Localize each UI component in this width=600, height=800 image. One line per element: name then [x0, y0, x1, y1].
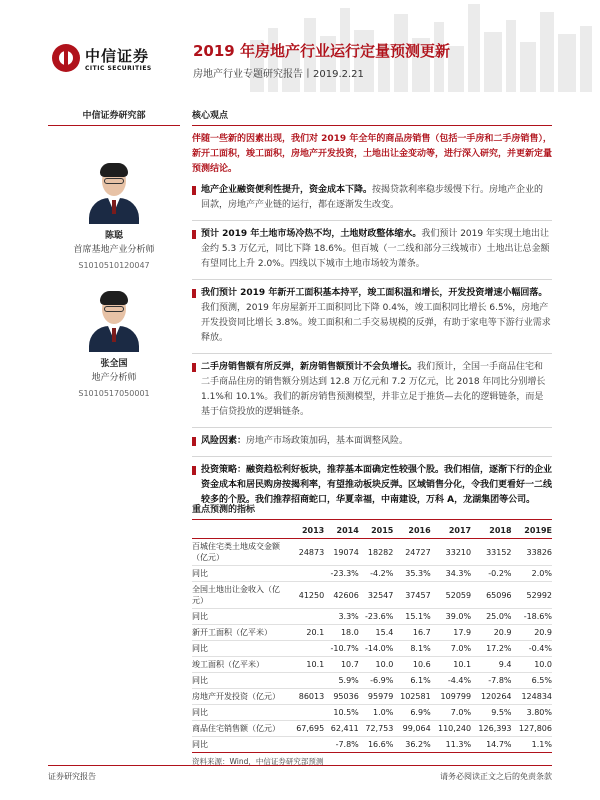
table-row: [192, 721, 552, 737]
table-cell: 39.0%: [445, 612, 472, 621]
table-cell: 3.3%: [338, 612, 359, 621]
table-cell: 3.80%: [526, 708, 552, 717]
row-label-cell: 商品住宅销售额（亿元）: [192, 724, 280, 733]
table-cell: 6.5%: [531, 676, 552, 685]
forecast-table-body: [192, 539, 552, 753]
table-cell: 65096: [486, 590, 512, 600]
table-cell: [290, 673, 324, 689]
table-row: [192, 673, 552, 689]
core-views-heading: 核心观点: [192, 108, 552, 126]
row-label-cell: 同比: [192, 676, 208, 685]
bullet-text: 我们预计，全国一手商品住宅和二手商品住房的销售额分别达到 12.8 万亿元和 7.2 万亿元，比 2018 年同比分别增长 1.1%和 10.1%。我们的新房销售预测模型，并非立足于推货—去化的逻辑链条，而是基于信贷投放的逻辑链条。: [201, 362, 546, 417]
table-cell: 9.5%: [491, 708, 512, 717]
bullet-bold: 二手房销售额有所反弹，新房销售额预计不会负增长。: [201, 362, 418, 372]
table-cell: 15.1%: [405, 612, 431, 621]
column-header: 2016: [393, 523, 430, 539]
table-cell: -7.8%: [335, 740, 359, 749]
table-cell: 18282: [367, 547, 394, 557]
table-cell: 52992: [526, 590, 552, 600]
table-cell: [290, 737, 324, 753]
table-cell: 95979: [367, 692, 394, 701]
logo-text-en: CITIC SECURITIES: [85, 65, 152, 72]
bullet-text: 我们预测，2019 年房屋新开工面积同比下降 0.4%，竣工面积同比增长 6.5%，房地产开发投资同比增长 3.8%。竣工面积和二手交易规模的反弹，有助于家电等下游行业需求释放。: [201, 303, 551, 343]
report-title: 2019 年房地产行业运行定量预测更新: [193, 42, 450, 60]
column-header: 2018: [471, 523, 511, 539]
table-cell: 33210: [445, 547, 472, 557]
bullet-text: 我们预计 2019 年实现土地出让金约 5.3 万亿元，同比下降 18.6%。但百城（一二线和部分三线城市）土地出让总金额有望同比上升 2.0%。四线以下城市土地市场较为萧条。: [201, 229, 550, 269]
table-cell: -14.0%: [365, 644, 394, 653]
core-bullet: [192, 360, 552, 420]
footer-divider: [48, 765, 552, 766]
column-header: [192, 523, 290, 539]
table-cell: [290, 705, 324, 721]
divider: [192, 427, 552, 428]
analyst-card: [48, 290, 180, 398]
analyst-license-id: S1010517050001: [78, 389, 150, 398]
bullet-bold: 预计 2019 年土地市场冷热不均，土地财政整体缩水。: [201, 229, 422, 239]
table-cell: 34.3%: [445, 569, 472, 578]
analyst-column: [48, 108, 180, 398]
table-cell: 18.0: [340, 628, 359, 637]
table-cell: 14.7%: [486, 740, 512, 749]
table-cell: 10.0: [375, 660, 394, 669]
table-cell: 110,240: [438, 724, 472, 733]
logo-text-cn: 中信证券: [85, 47, 150, 65]
table-cell: 86013: [298, 692, 325, 701]
core-bullet: [192, 434, 552, 449]
analyst-photo: [85, 162, 143, 224]
row-label-cell: 同比: [192, 708, 208, 717]
core-bullet: [192, 183, 552, 213]
table-cell: 33152: [486, 547, 512, 557]
table-cell: 1.1%: [531, 740, 552, 749]
table-cell: 95036: [333, 692, 359, 701]
table-cell: 10.7: [340, 660, 359, 669]
table-cell: 124834: [521, 692, 552, 701]
table-cell: [290, 566, 324, 582]
bullet-text: 按揭贷款利率稳步缓慢下行。房地产企业的回款，房地产产业链的运行，都在逐渐发生改变。: [201, 185, 544, 210]
table-cell: 33826: [526, 547, 552, 557]
table-cell: 1.0%: [373, 708, 394, 717]
forecast-table-heading: 重点预测的指标: [192, 502, 552, 520]
divider: [192, 456, 552, 457]
table-cell: 36.2%: [405, 740, 431, 749]
footer-left-text: 证券研究报告: [48, 772, 96, 781]
core-bullet: [192, 286, 552, 346]
table-cell: 7.0%: [450, 644, 472, 653]
row-label-cell: 房地产开发投资（亿元）: [192, 692, 280, 701]
column-header: 2014: [324, 523, 359, 539]
table-cell: 19074: [333, 547, 359, 557]
table-cell: 17.9: [453, 628, 472, 637]
table-cell: 10.1: [306, 660, 325, 669]
table-cell: 126,393: [478, 724, 512, 733]
column-header: 2013: [290, 523, 324, 539]
table-row: [192, 689, 552, 705]
table-cell: -0.4%: [528, 644, 552, 653]
table-cell: -0.2%: [488, 569, 512, 578]
table-cell: 24873: [298, 547, 325, 557]
bullet-text: 房地产市场政策加码，基本面调整风险。: [246, 436, 409, 446]
report-header: [0, 0, 600, 92]
table-row: [192, 609, 552, 625]
row-label-cell: 同比: [192, 569, 208, 578]
table-cell: 20.9: [534, 628, 552, 637]
table-cell: 9.4: [498, 660, 512, 669]
analyst-license-id: S1010510120047: [78, 261, 150, 270]
table-cell: 32547: [367, 590, 394, 600]
forecast-table-section: [192, 502, 552, 767]
table-cell: 20.1: [306, 628, 325, 637]
divider: [192, 220, 552, 221]
bullet-bold: 地产企业融资便利性提升，资金成本下降。: [201, 185, 373, 195]
table-cell: -4.2%: [370, 569, 394, 578]
table-row: [192, 705, 552, 721]
divider: [192, 353, 552, 354]
table-cell: 99,064: [402, 724, 431, 733]
table-cell: 24727: [405, 547, 431, 557]
table-cell: 67,695: [296, 724, 325, 733]
table-row: [192, 566, 552, 582]
table-cell: 72,753: [365, 724, 394, 733]
table-cell: 10.5%: [333, 708, 359, 717]
table-row: [192, 657, 552, 673]
core-views-section: [192, 108, 552, 508]
table-cell: 17.2%: [486, 644, 512, 653]
citic-logo: [52, 44, 182, 80]
table-row: [192, 625, 552, 641]
research-dept-heading: 中信证券研究部: [48, 108, 180, 126]
row-label-cell: 同比: [192, 612, 208, 621]
table-cell: 7.0%: [450, 708, 472, 717]
citic-logo-icon: [52, 44, 80, 72]
table-cell: -6.9%: [370, 676, 394, 685]
table-cell: 120264: [480, 692, 512, 701]
row-label-cell: 新开工面积（亿平米）: [192, 628, 272, 637]
table-cell: -23.3%: [330, 569, 359, 578]
column-header: 2015: [359, 523, 394, 539]
table-cell: 62,411: [330, 724, 359, 733]
column-header: 2017: [431, 523, 471, 539]
table-cell: 10.6: [412, 660, 431, 669]
bullet-bold: 我们预计 2019 年新开工面积基本持平，竣工面积温和增长，开发投资增速小幅回落。: [201, 288, 548, 298]
row-label-cell: 同比: [192, 740, 208, 749]
table-cell: -10.7%: [330, 644, 359, 653]
table-cell: 10.0: [534, 660, 552, 669]
table-source-note: 资料来源：Wind，中信证券研究部预测: [192, 757, 324, 766]
table-cell: 109799: [440, 692, 472, 701]
analyst-title: 首席基地产业分析师: [73, 245, 155, 255]
table-cell: 37457: [405, 590, 431, 600]
divider: [192, 279, 552, 280]
analyst-card: [48, 162, 180, 270]
table-cell: 6.1%: [410, 676, 431, 685]
table-row: [192, 582, 552, 609]
row-label-cell: 同比: [192, 644, 208, 653]
table-cell: -4.4%: [447, 676, 472, 685]
table-cell: 42606: [333, 590, 359, 600]
table-cell: 11.3%: [445, 740, 472, 749]
table-cell: 25.0%: [486, 612, 512, 621]
table-cell: 5.9%: [338, 676, 359, 685]
table-header-row: [192, 523, 552, 539]
analyst-name: 张全国: [100, 359, 128, 369]
table-cell: 20.9: [493, 628, 512, 637]
table-cell: -7.8%: [488, 676, 512, 685]
table-row: [192, 737, 552, 753]
report-subtitle: 房地产行业专题研究报告丨2019.2.21: [193, 69, 364, 80]
table-cell: [290, 641, 324, 657]
table-cell: 16.6%: [367, 740, 394, 749]
table-cell: 10.1: [453, 660, 472, 669]
row-label-cell: 百城住宅类土地成交金额（亿元）: [192, 542, 280, 562]
table-cell: 41250: [298, 590, 325, 600]
table-cell: -23.6%: [365, 612, 394, 621]
table-cell: 102581: [400, 692, 431, 701]
analyst-title: 地产分析师: [91, 373, 137, 383]
row-label-cell: 竣工面积（亿平米）: [192, 660, 264, 669]
forecast-table: [192, 523, 552, 753]
table-cell: 16.7: [412, 628, 431, 637]
table-row: [192, 641, 552, 657]
table-cell: -18.6%: [523, 612, 552, 621]
table-cell: 127,806: [518, 724, 552, 733]
analyst-name: 陈聪: [104, 231, 123, 241]
column-header: 2019E: [512, 523, 552, 539]
row-label-cell: 全国土地出让金收入（亿元）: [192, 585, 280, 605]
table-cell: 52059: [445, 590, 472, 600]
bullet-bold: 风险因素：: [201, 436, 247, 446]
table-cell: 15.4: [375, 628, 394, 637]
table-cell: 35.3%: [405, 569, 431, 578]
core-bullet: [192, 227, 552, 272]
bullet-bold: 投资策略：融资趋松利好板块，推荐基本面确定性较强个股。我们相信，逐渐下行的企业资金成本和居民购房按揭利率，有望推动板块反弹。区域销售分化，令我们更看好一二线较多的个股。我们推荐招商蛇口，华夏幸福，中南建设，万科 A，龙湖集团等公司。: [201, 465, 553, 505]
table-cell: 2.0%: [531, 569, 552, 578]
table-cell: 6.9%: [410, 708, 431, 717]
core-views-lead: 伴随一些新的因素出现，我们对 2019 年全年的商品房销售（包括一手房和二手房销售），新开工面积，竣工面积，房地产开发投资，土地出让金变动等，进行深入研究，并更新定量预测结论。: [192, 134, 553, 174]
table-cell: 8.1%: [410, 644, 431, 653]
footer-disclaimer-link: 请务必阅读正文之后的免责条款: [440, 772, 552, 781]
table-cell: [290, 609, 324, 625]
table-row: [192, 539, 552, 566]
analyst-photo: [85, 290, 143, 352]
